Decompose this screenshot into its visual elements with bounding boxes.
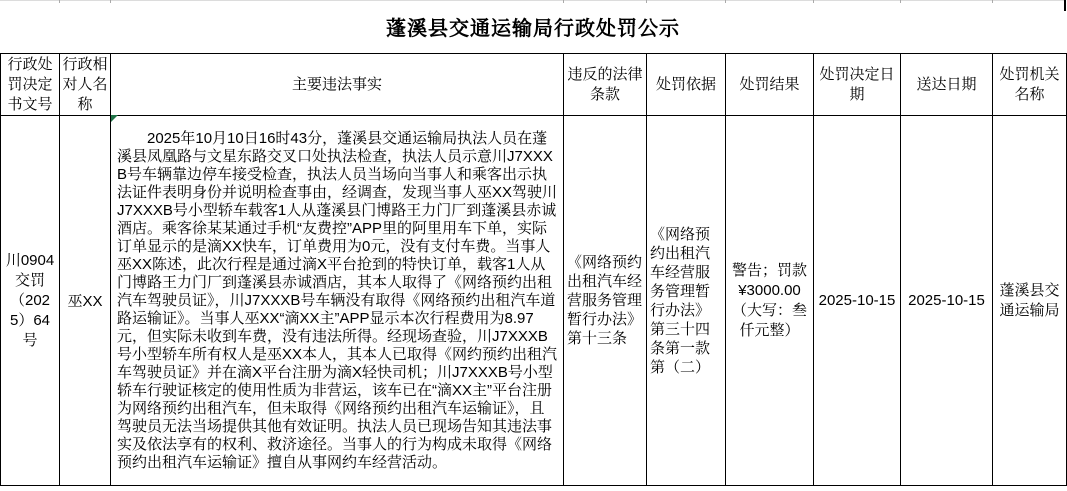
facts-text: 2025年10月10日16时43分，蓬溪县交通运输局执法人员在蓬溪县凤凰路与文星东路交叉口处执法检查，执法人员示意川J7XXXB号车辆靠边停车接受检查，执法人员当场向当事人和乘客出示执法证件表明身份并说明检查事由，经调查，发现当事人巫XX驾驶川J7XXXB号小型轿车载客1人从蓬溪县门博路王力门厂到蓬溪县赤诚酒店。乘客徐某某通过手机“友费控”APP里的阿里用车下单，实际订单显示的是滴XX快车，订单费用为0元，没有支付车费。当事人巫XX陈述，此次行程是通过滴X平台抢到的特快订单，载客1人从门博路王力门厂到蓬溪县赤诚酒店，其本人取得了《网络预约出租汽车驾驶员证》，川J7XXXB号车辆没有取得《网络预约出租汽车道路运输证》。当事人巫XX“滴XX主”APP显示本次行程费用为8.97元，但实际未收到车费，没有违法所得。经现场查验，川J7XXXB号小型轿车所有权人是巫XX本人，其本人已取得《网约预约出租汽车驾驶员证》并在滴X平台注册为滴X轻快司机；川J7XXXB号小型轿车行驶证核定的使用性质为非营运，该车已在“滴XX主”平台注册为网络预约出租汽车，但未取得《网络预约出租汽车运输证》，且驾驶员无法当场提供其他有效证明。执法人员已现场告知其违法事实及依法享有的权利、救济途径。当事人的行为构成未取得《网络预约出租汽车运输证》擅自从事网约车经营活动。 xyxy=(117,129,558,471)
cell-decision-date: 2025-10-15 xyxy=(814,116,901,486)
column-header-penalty-basis: 处罚依据 xyxy=(647,54,726,116)
cell-delivery-date: 2025-10-15 xyxy=(901,116,993,486)
cell-authority: 蓬溪县交通运输局 xyxy=(993,116,1067,486)
column-header-party-name: 行政相对人名称 xyxy=(60,54,111,116)
column-header-decision-date: 处罚决定日期 xyxy=(814,54,901,116)
cell-error-indicator-triangle xyxy=(111,115,118,122)
cell-facts xyxy=(111,116,564,486)
cell-doc-no: 川0904交罚（2025）64号 xyxy=(1,116,60,486)
column-header-delivery-date: 送达日期 xyxy=(901,54,993,116)
column-header-doc-no: 行政处罚决定书文号 xyxy=(1,54,60,116)
cell-penalty-result: 警告；罚款¥3000.00（大写：叁仟元整） xyxy=(726,116,814,486)
column-header-facts: 主要违法事实 xyxy=(111,54,564,116)
cell-party-name: 巫XX xyxy=(60,116,111,486)
page-title: 蓬溪县交通运输局行政处罚公示 xyxy=(386,18,680,40)
column-header-violated-clause: 违反的法律条款 xyxy=(564,54,647,116)
table-row xyxy=(1,116,1067,486)
cell-penalty-basis: 《网络预约出租汽车经营服务管理暂行办法》第三十四条第一款第（二） xyxy=(647,116,726,486)
cell-violated-clause: 《网络预约出租汽车经营服务管理暂行办法》第十三条 xyxy=(564,116,647,486)
column-header-penalty-result: 处罚结果 xyxy=(726,54,814,116)
column-header-authority: 处罚机关名称 xyxy=(993,54,1067,116)
penalty-table xyxy=(0,53,1067,486)
header-row xyxy=(1,54,1067,116)
